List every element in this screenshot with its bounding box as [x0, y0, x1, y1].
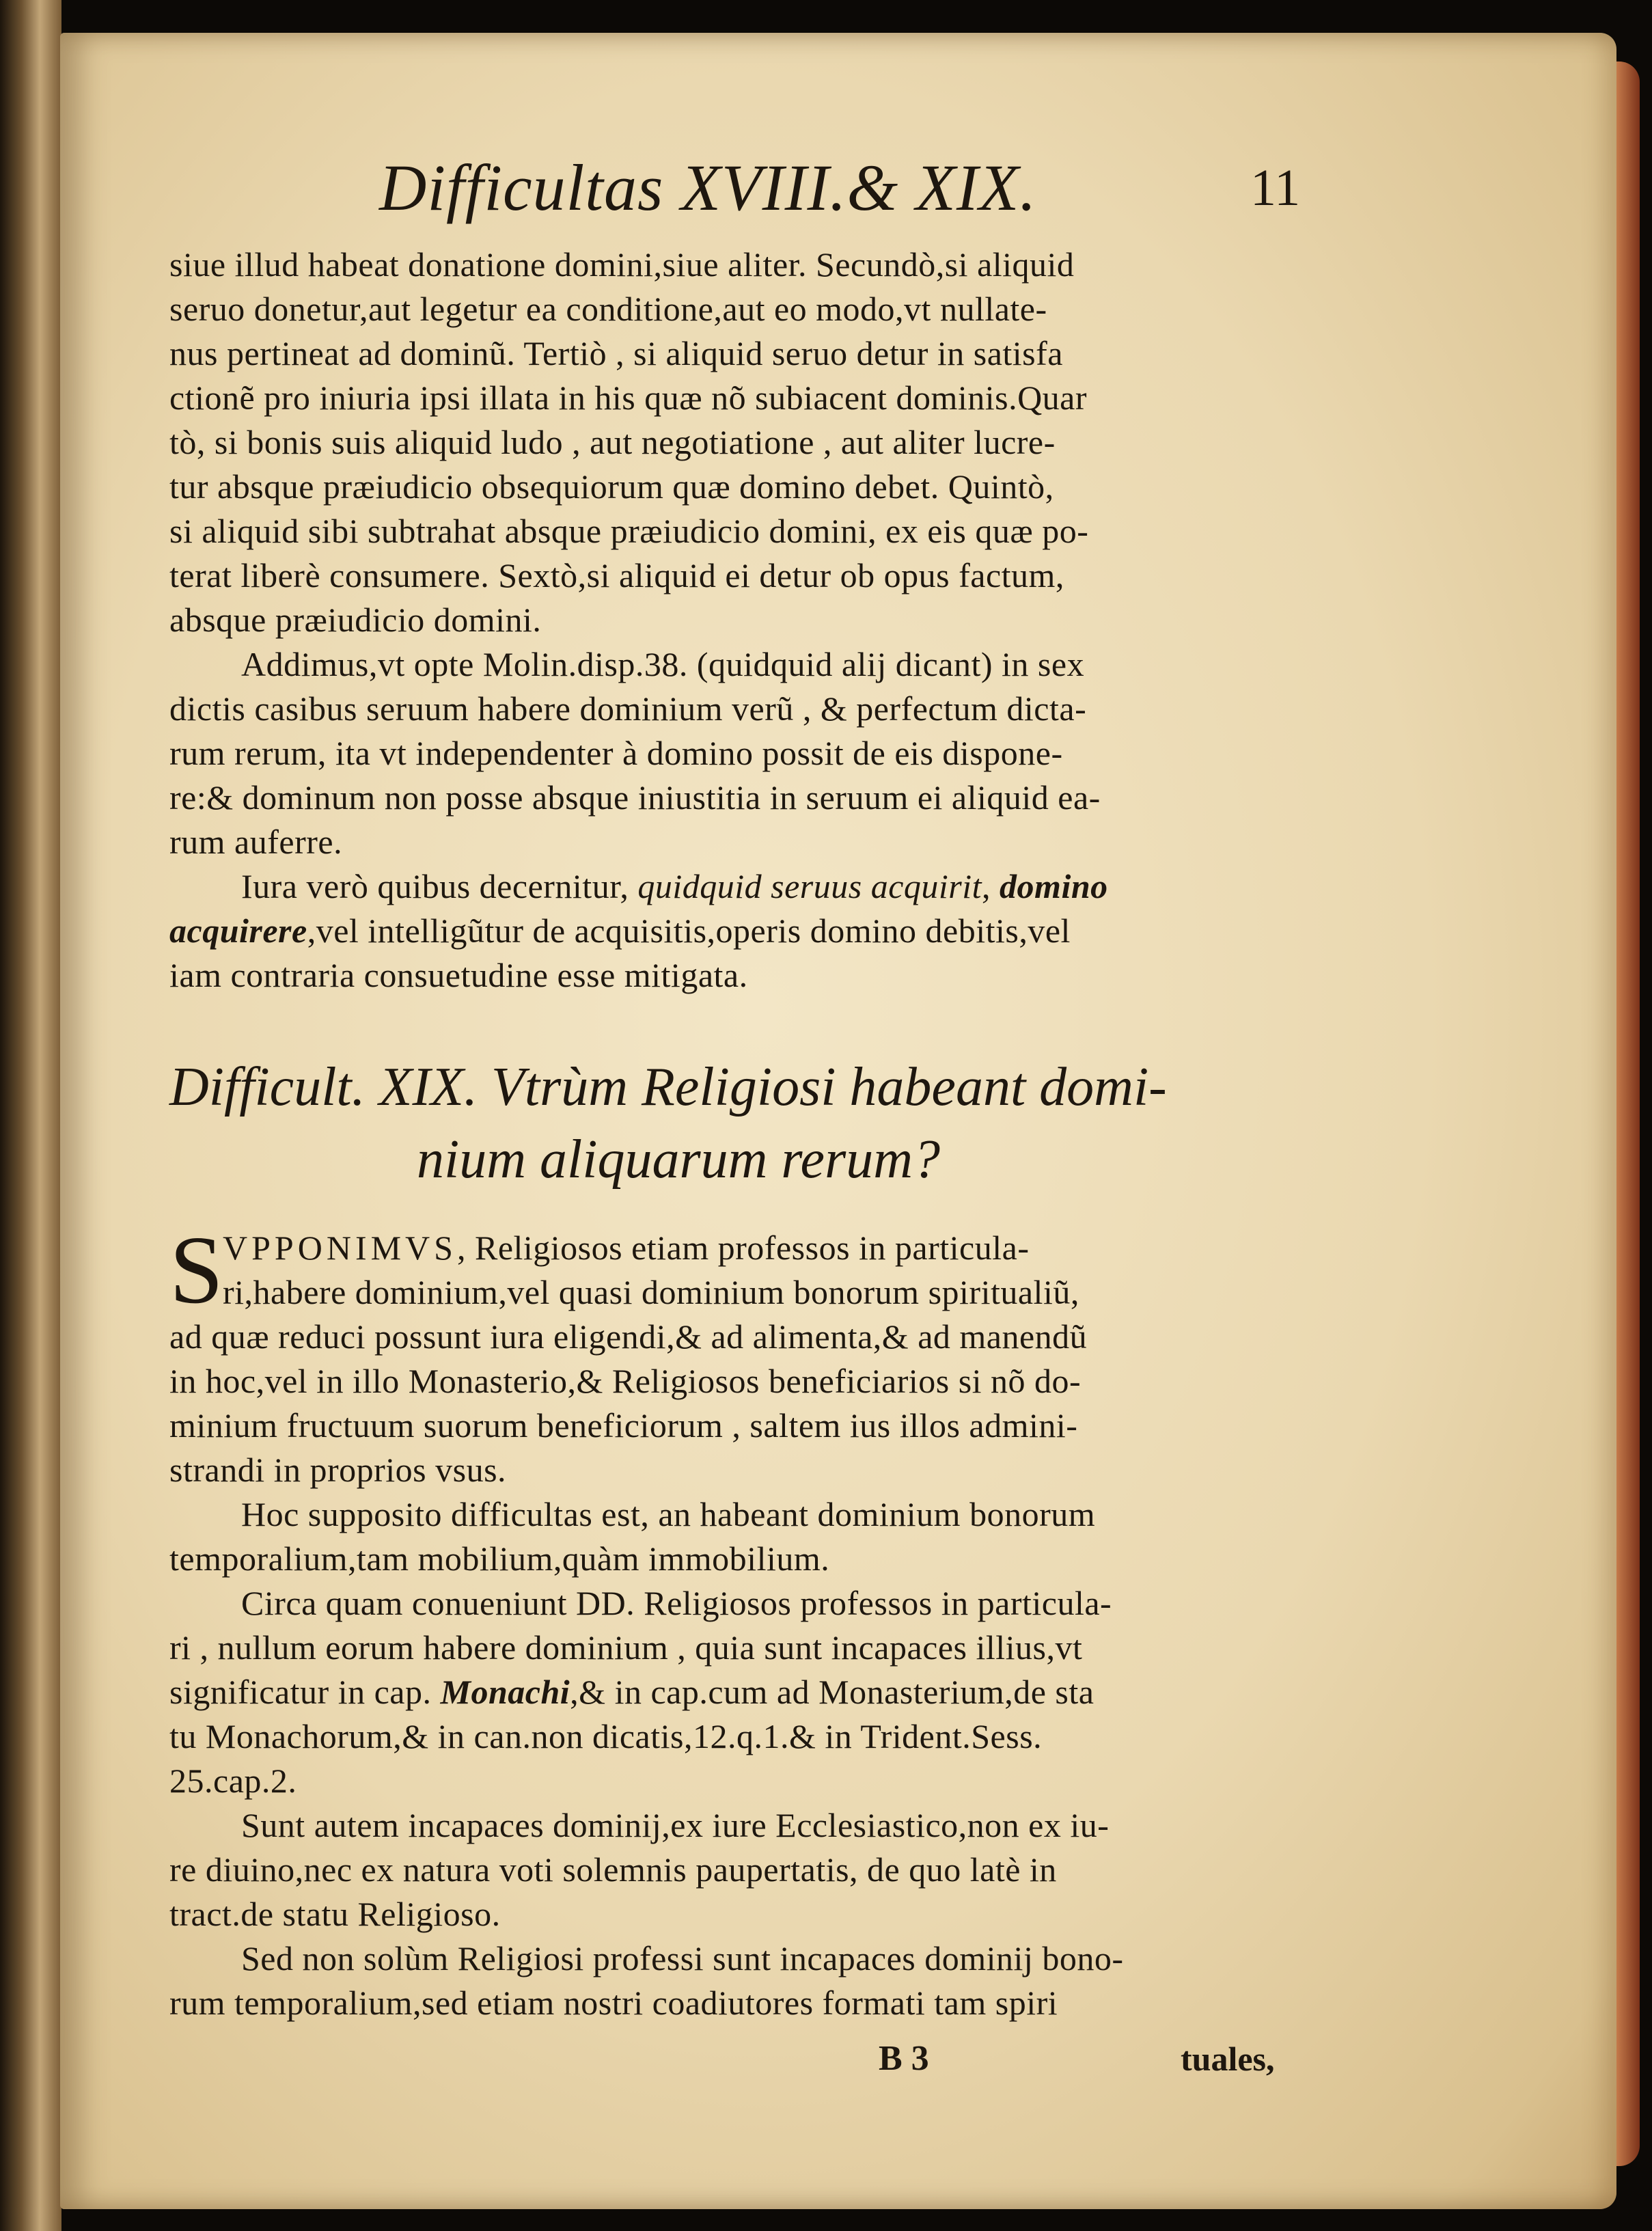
drop-cap: S — [169, 1216, 223, 1324]
page-header — [0, 143, 1652, 232]
text-line: rum auferre. — [169, 823, 343, 861]
text-line — [169, 864, 1317, 909]
text-line — [169, 1670, 1317, 1714]
catchword: tuales, — [1181, 2040, 1275, 2078]
previous-page-edge — [0, 0, 61, 2231]
text-line: ri,habere dominium,vel quasi dominium bonorum spiritualiũ, — [223, 1273, 1079, 1311]
text-line: ctionẽ pro iniuria ipsi illata in his quæ nõ subiacent dominis.Quar — [169, 379, 1088, 417]
paragraph-3 — [169, 864, 1317, 998]
text-line: tract.de statu Religioso. — [169, 1895, 501, 1933]
italic-citation: acquirere — [169, 912, 307, 950]
text-line: strandi in proprios vsus. — [169, 1451, 507, 1489]
text-line: Sunt autem incapaces dominij,ex iure Ecclesiastico,non ex iu- — [241, 1806, 1110, 1844]
running-head: Difficultas XVIII.& XIX. — [379, 151, 1037, 224]
text-line: Circa quam conueniunt DD. Religiosos professos in particula- — [241, 1584, 1112, 1622]
text-run: ,& in cap.cum ad Monasterium,de sta — [570, 1673, 1095, 1711]
text-line: seruo donetur,aut legetur ea conditione,aut eo modo,vt nullate- — [169, 290, 1047, 328]
page-footer — [169, 2035, 1317, 2083]
text-line: tur absque præiudicio obsequiorum quæ domino debet. Quintò, — [169, 467, 1054, 506]
text-line: rum temporalium,sed etiam nostri coadiutores formati tam spiri — [169, 1984, 1058, 2022]
page-number: 11 — [1250, 159, 1301, 217]
text-run: ,vel intelligũtur de acquisitis,operis domino debitis,vel — [307, 912, 1071, 950]
text-line: ad quæ reduci possunt iura eligendi,& ad alimenta,& ad manendũ — [169, 1317, 1088, 1356]
italic-citation: quidquid seruus acquirit — [637, 867, 982, 905]
text-line: iam contraria consuetudine esse mitigata. — [169, 956, 748, 994]
text-line: dictis casibus seruum habere dominium verũ , & perfectum dicta- — [169, 689, 1087, 728]
paragraph-5 — [169, 1492, 1317, 1581]
text-line — [169, 1226, 1317, 1270]
text-run: significatur in cap. — [169, 1673, 441, 1711]
text-line: Addimus,vt opte Molin.disp.38. (quidquid alij dicant) in sex — [241, 645, 1085, 683]
text-line: terat liberè consumere. Sextò,si aliquid ei detur ob opus factum, — [169, 556, 1064, 594]
text-line: temporalium,tam mobilium,quàm immobilium. — [169, 1539, 830, 1578]
text-run: , Religiosos etiam professos in particula- — [456, 1229, 1030, 1267]
text-run: Iura verò quibus decernitur, — [241, 867, 638, 905]
text-line — [169, 909, 1317, 953]
text-line: re diuino,nec ex natura voti solemnis paupertatis, de quo latè in — [169, 1850, 1057, 1889]
paragraph-6 — [169, 1581, 1317, 1803]
small-caps-opening: VPPONIMVS — [223, 1229, 457, 1267]
paragraph-1 — [169, 243, 1317, 642]
text-line: absque præiudicio domini. — [169, 601, 542, 639]
italic-citation: Monachi — [440, 1673, 570, 1711]
section-heading — [169, 1051, 1317, 1196]
text-line: 25.cap.2. — [169, 1762, 297, 1800]
text-line: Sed non solùm Religiosi professi sunt incapaces dominij bono- — [241, 1939, 1124, 1977]
text-line: minium fructuum suorum beneficiorum , saltem ius illos admini- — [169, 1406, 1078, 1445]
page-body — [169, 243, 1317, 2083]
text-line: rum rerum, ita vt independenter à domino possit de eis dispone- — [169, 734, 1063, 772]
text-line: nus pertineat ad dominũ. Tertiò , si aliquid seruo detur in satisfa — [169, 334, 1063, 372]
paragraph-2 — [169, 642, 1317, 864]
text-line: ri , nullum eorum habere dominium , quia sunt incapaces illius,vt — [169, 1628, 1083, 1667]
text-line: siue illud habeat donatione domini,siue aliter. Secundò,si aliquid — [169, 245, 1075, 284]
text-line: in hoc,vel in illo Monasterio,& Religiosos beneficiarios si nõ do- — [169, 1362, 1082, 1400]
signature-mark: B 3 — [879, 2039, 929, 2078]
text-line: Hoc supposito difficultas est, an habeant dominium bonorum — [241, 1495, 1096, 1533]
italic-citation: domino — [1000, 867, 1108, 905]
text-line: tu Monachorum,& in can.non dicatis,12.q.1.& in Trident.Sess. — [169, 1717, 1043, 1755]
paragraph-7 — [169, 1803, 1317, 1936]
heading-line: Difficult. XIX. Vtrùm Religiosi habeant domi- — [169, 1057, 1167, 1117]
text-line: tò, si bonis suis aliquid ludo , aut negotiatione , aut aliter lucre- — [169, 423, 1056, 461]
text-line: si aliquid sibi subtrahat absque præiudicio domini, ex eis quæ po- — [169, 512, 1089, 550]
text-line: re:& dominum non posse absque iniustitia in seruum ei aliquid ea- — [169, 778, 1101, 817]
text-run: , — [982, 867, 1000, 905]
paragraph-4 — [169, 1216, 1317, 1492]
heading-line: nium aliquarum rerum? — [417, 1130, 940, 1190]
paragraph-8 — [169, 1936, 1317, 2025]
